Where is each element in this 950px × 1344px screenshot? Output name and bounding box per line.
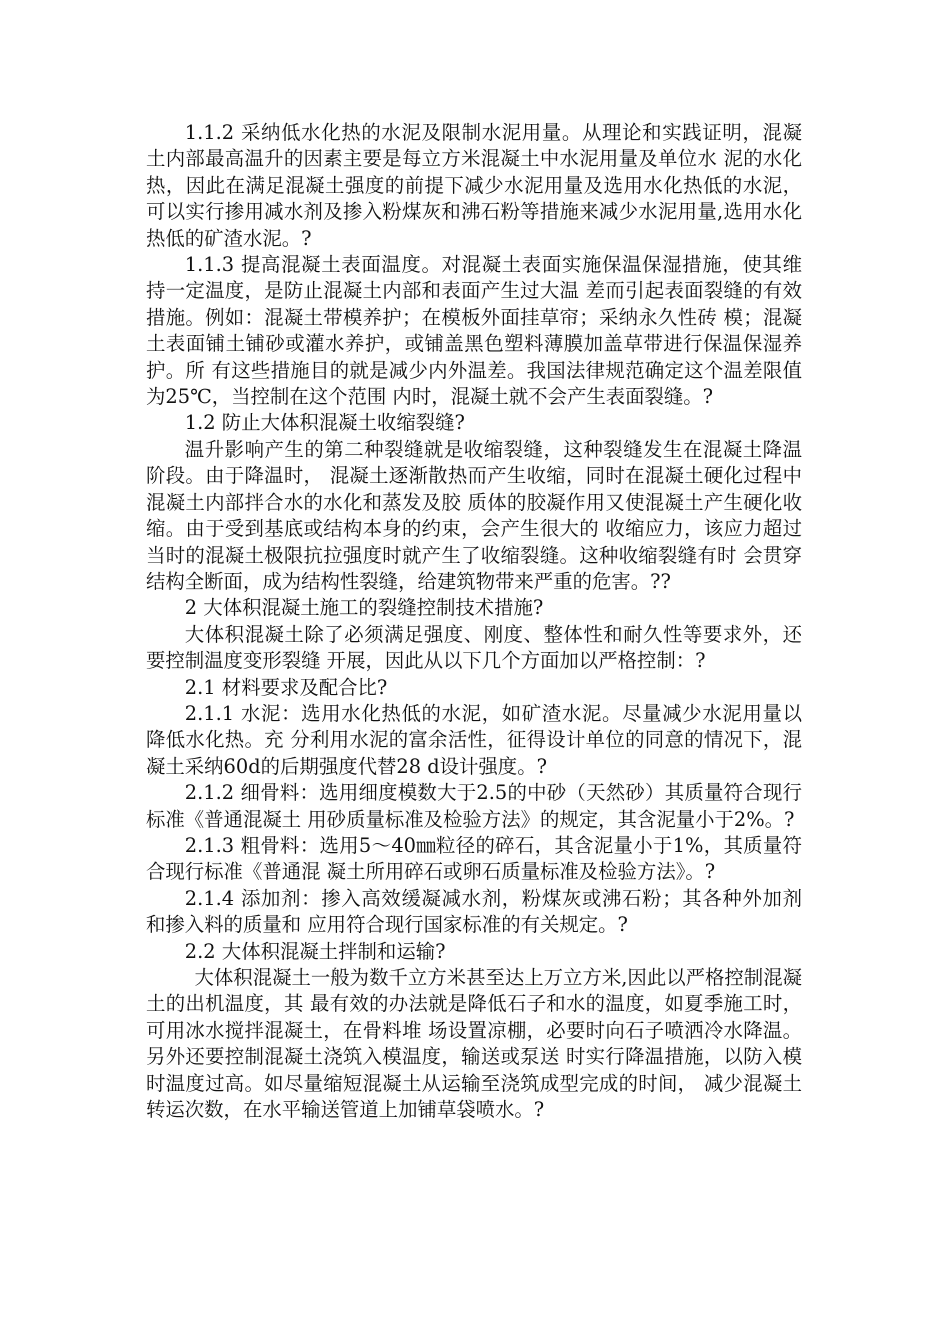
paragraph-2-1-4: 2.1.4 添加剂：掺入高效缓凝减水剂，粉煤灰或沸石粉；其各种外加剂和掺入料的质量和 应用符合现行国家标准的有关规定。? <box>146 886 802 937</box>
heading-2-2: 2.2 大体积混凝土拌制和运输? <box>184 939 446 963</box>
heading-1-2: 1.2 防止大体积混凝土收缩裂缝? <box>184 411 465 435</box>
paragraph-1-1-2: 1.1.2 采纳低水化热的水泥及限制水泥用量。从理论和实践证明，混凝土内部最高温升的因素主要是每立方米混凝土中水泥用量及单位水 泥的水化热，因此在满足混凝土强度的前提下减少水泥用量及选用水化热低的水泥，可以实行掺用减水剂及掺入粉煤灰和沸石粉等措施来减少水泥用量,选用水化热低的矿渣水泥。? <box>146 121 802 250</box>
paragraph-control-intro: 大体积混凝土除了必须满足强度、刚度、整体性和耐久性等要求外，还要控制温度变形裂缝 开展，因此从以下几个方面加以严格控制：? <box>146 622 802 673</box>
paragraph-2-1-1: 2.1.1 水泥：选用水化热低的水泥，如矿渣水泥。尽量减少水泥用量以降低水化热。充 分利用水泥的富余活性，征得设计单位的同意的情况下，混凝土采纳60d的后期强度代替28 d设计强度。? <box>146 701 802 778</box>
paragraph-2-1-3: 2.1.3 粗骨料：选用5～40㎜粒径的碎石，其含泥量小于1%，其质量符合现行标准《普通混 凝土所用碎石或卵石质量标准及检验方法》。? <box>146 833 802 884</box>
document-page <box>146 120 802 1123</box>
heading-2-1: 2.1 材料要求及配合比? <box>184 675 388 699</box>
paragraph-shrinkage-cracks: 温升影响产生的第二种裂缝就是收缩裂缝，这种裂缝发生在混凝土降温阶段。由于降温时， 混凝土逐渐散热而产生收缩，同时在混凝土硬化过程中混凝土内部拌合水的水化和蒸发及胶 质体的胶凝作用又使混凝土产生硬化收缩。由于受到基底或结构本身的约束，会产生很大的 收缩应力，该应力超过当时的混凝土极限抗拉强度时就产生了收缩裂缝。这种收缩裂缝有时 会贯穿结构全断面，成为结构性裂缝，给建筑物带来严重的危害。?? <box>146 437 802 593</box>
paragraph-2-1-2: 2.1.2 细骨料：选用细度模数大于2.5的中砂（天然砂）其质量符合现行标准《普通混凝土 用砂质量标准及检验方法》的规定，其含泥量小于2%。? <box>146 781 802 831</box>
paragraph-mixing-transport: 大体积混凝土一般为数千立方米甚至达上万立方米,因此以严格控制混凝土的出机温度，其 最有效的办法就是降低石子和水的温度，如夏季施工时，可用冰水搅拌混凝土，在骨料堆 场设置凉棚，必要时向石子喷洒冷水降温。另外还要控制混凝土浇筑入模温度，输送或泵送 时实行降温措施，以防入模时温度过高。如尽量缩短混凝土从运输至浇筑成型完成的时间， 减少混凝土转运次数，在水平输送管道上加铺草袋喷水。? <box>146 966 802 1122</box>
paragraph-1-1-3: 1.1.3 提高混凝土表面温度。对混凝土表面实施保温保湿措施，使其维持一定温度，是防止混凝土内部和表面产生过大温 差而引起表面裂缝的有效措施。例如：混凝土带模养护；在模板外面挂草帘；采纳永久性砖 模；混凝土表面铺土铺砂或灌水养护，或铺盖黑色塑料薄膜加盖草带进行保温保湿养护。所 有这些措施目的就是减少内外温差。我国法律规范确定这个温差限值为25℃，当控制在这个范围 内时，混凝土就不会产生表面裂缝。? <box>146 253 802 409</box>
heading-2: 2 大体积混凝土施工的裂缝控制技术措施? <box>184 596 544 620</box>
